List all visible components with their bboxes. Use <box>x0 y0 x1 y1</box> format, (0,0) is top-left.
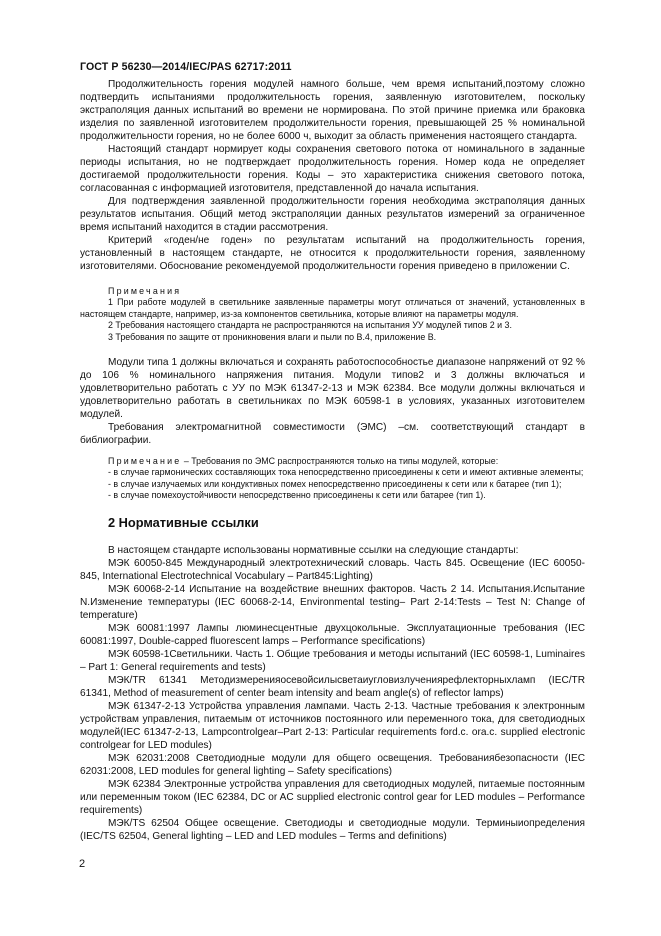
emc-note <box>80 456 585 467</box>
section-title: 2 Нормативные ссылки <box>108 514 259 530</box>
reference-9: МЭК/TS 62504 Общее освещение. Светодиоды и светодиодные модули. Терминыиопределения (IEC/TS 62504, General lighting – LED and LED modules – Terms and definitions) <box>80 817 585 842</box>
emc-note-item-2: - в случае излучаемых или кондуктивных помех непосредственно присоединены к сети или к батарее (тип 1); <box>108 478 562 489</box>
intro-paragraph-2: Настоящий стандарт нормирует коды сохранения светового потока от номинального в заданные периоды испытания, но не подтверждает продолжительность горения. Номер кода не определяет достигаемой продолжительности горения. Коды – это характеристика снижения светового потока, согласованная с информацией изготовителя, представленной до начала испытания. <box>80 144 585 194</box>
note-item-3: 3 Требования по защите от проникновения влаги и пыли по В.4, приложение В. <box>108 331 437 342</box>
emc-note-block <box>80 456 585 502</box>
emc-note-item-3: - в случае помехоустойчивости непосредственно присоединены к сети или батарее (тип 1). <box>108 490 486 501</box>
intro-paragraph-3: Для подтверждения заявленной продолжительности горения необходима экстраполяция данных результатов испытания. Общий метод экстраполяции данных результатов измерений за ограниченное время испытаний находится в стадии рассмотрения. <box>80 196 585 233</box>
note-item-1: 1 При работе модулей в светильнике заявленные параметры могут отличаться от значений, установленных в настоящем стандарте, например, из-за компонентов светильника, которые влияют на параметры модуля. <box>80 297 585 319</box>
page-content <box>80 78 585 843</box>
reference-1: МЭК 60050-845 Международный электротехнический словарь. Часть 845. Освещение (IEC 60050-845, International Electrotechnical Vocabulary – Part845:Lighting) <box>80 557 585 582</box>
reference-3: МЭК 60081:1997 Лампы люминесцентные двухцокольные. Эксплуатационные требования (IEC 60081:1997, Double-capped fluorescent lamps – Performance specifications) <box>80 622 585 647</box>
reference-6: МЭК 61347-2-13 Устройства управления лампами. Часть 2-13. Частные требования к электронным устройствам управления, питаемым от источников постоянного или переменного тока, для светодиодных модулей(IEC 61347-2-13, Lampcontrolgear–Part 2-13: Particular requirements ford.c. ora.c. supplied electronic controlgear for LED modules) <box>80 700 585 751</box>
emc-note-lead: Примечание <box>108 456 182 467</box>
intro-paragraph-4: Критерий «годен/не годен» по результатам испытаний на продолжительность горения, установленный в настоящем стандарте, не относится к продолжительности горения, заявленному изготовителями. Обоснование рекомендуемой продолжительности горения приведено в приложении С. <box>80 235 585 272</box>
note-item-2: 2 Требования настоящего стандарта не распространяются на испытания УУ модулей типов 2 и 3. <box>108 320 512 331</box>
page-number: 2 <box>79 858 86 870</box>
notes-block <box>80 286 585 343</box>
mid-paragraph-1: Модули типа 1 должны включаться и сохранять работоспособностье диапазоне напряжений от 92 % до 106 % номинального напряжения питания. Модули типов2 и 3 должны включаться и удовлетворительно работать с УУ по МЭК 61347-2-13 и МЭК 62384. Все модули должны включаться и удовлетворительно работать в светильниках по МЭК 60598-1 в условиях, указанных изготовителем модулей. <box>80 357 585 421</box>
section-intro: В настоящем стандарте использованы нормативные ссылки на следующие стандарты: <box>108 544 519 556</box>
running-header: ГОСТ Р 56230—2014/IEC/PAS 62717:2011 <box>80 61 292 73</box>
emc-note-text: – Требования по ЭМС распространяются только на типы модулей, которые: <box>181 456 499 467</box>
reference-8: МЭК 62384 Электронные устройства управления для светодиодных модулей, питаемые постоянным или переменным током (IEC 62384, DC or AC supplied electronic control gear for LED modules – Performance requirements) <box>80 778 585 816</box>
intro-paragraph-1: Продолжительность горения модулей намного больше, чем время испытаний,поэтому сложно подтвердить испытаниями продолжительность горения, заявленную изготовителем, поскольку экстраполяция данных испытаний во времени не нормирована. По этой причине приемка или браковка изделия по заявленной изготовителем продолжительности горения, превышающей 25 % номинальной продолжительности горения, но не более 6000 ч, выходит за область применения настоящего стандарта. <box>80 79 585 142</box>
reference-2: МЭК 60068-2-14 Испытание на воздействие внешних факторов. Часть 2 14. Испытания.Испытание N.Изменение температуры (IEC 60068-2-14, Environmental testing– Part 2-14:Tests – Test N: Change of temperature) <box>80 583 585 621</box>
notes-heading: Примечания <box>108 286 182 296</box>
emc-note-item-1: - в случае гармонических составляющих тока непосредственно присоединены к сети и имеют активные элементы; <box>108 467 584 478</box>
reference-4: МЭК 60598-1Светильники. Часть 1. Общие требования и методы испытаний (IEC 60598-1, Luminaires – Part 1: General requirements and tests) <box>80 648 585 673</box>
reference-5: МЭК/TR 61341 Методизмеренияосевойсилысветаиугловизлучениярефлекторныхламп (IEC/TR 61341, Method of measurement of center beam intensity and beam angle(s) of reflector lamps) <box>80 674 585 699</box>
reference-7: МЭК 62031:2008 Светодиодные модули для общего освещения. Требованиябезопасности (IEC 62031:2008, LED modules for general lighting – Safety specifications) <box>80 752 585 777</box>
mid-paragraph-2: Требования электромагнитной совместимости (ЭМС) –см. соответствующий стандарт в библиографии. <box>80 422 585 447</box>
